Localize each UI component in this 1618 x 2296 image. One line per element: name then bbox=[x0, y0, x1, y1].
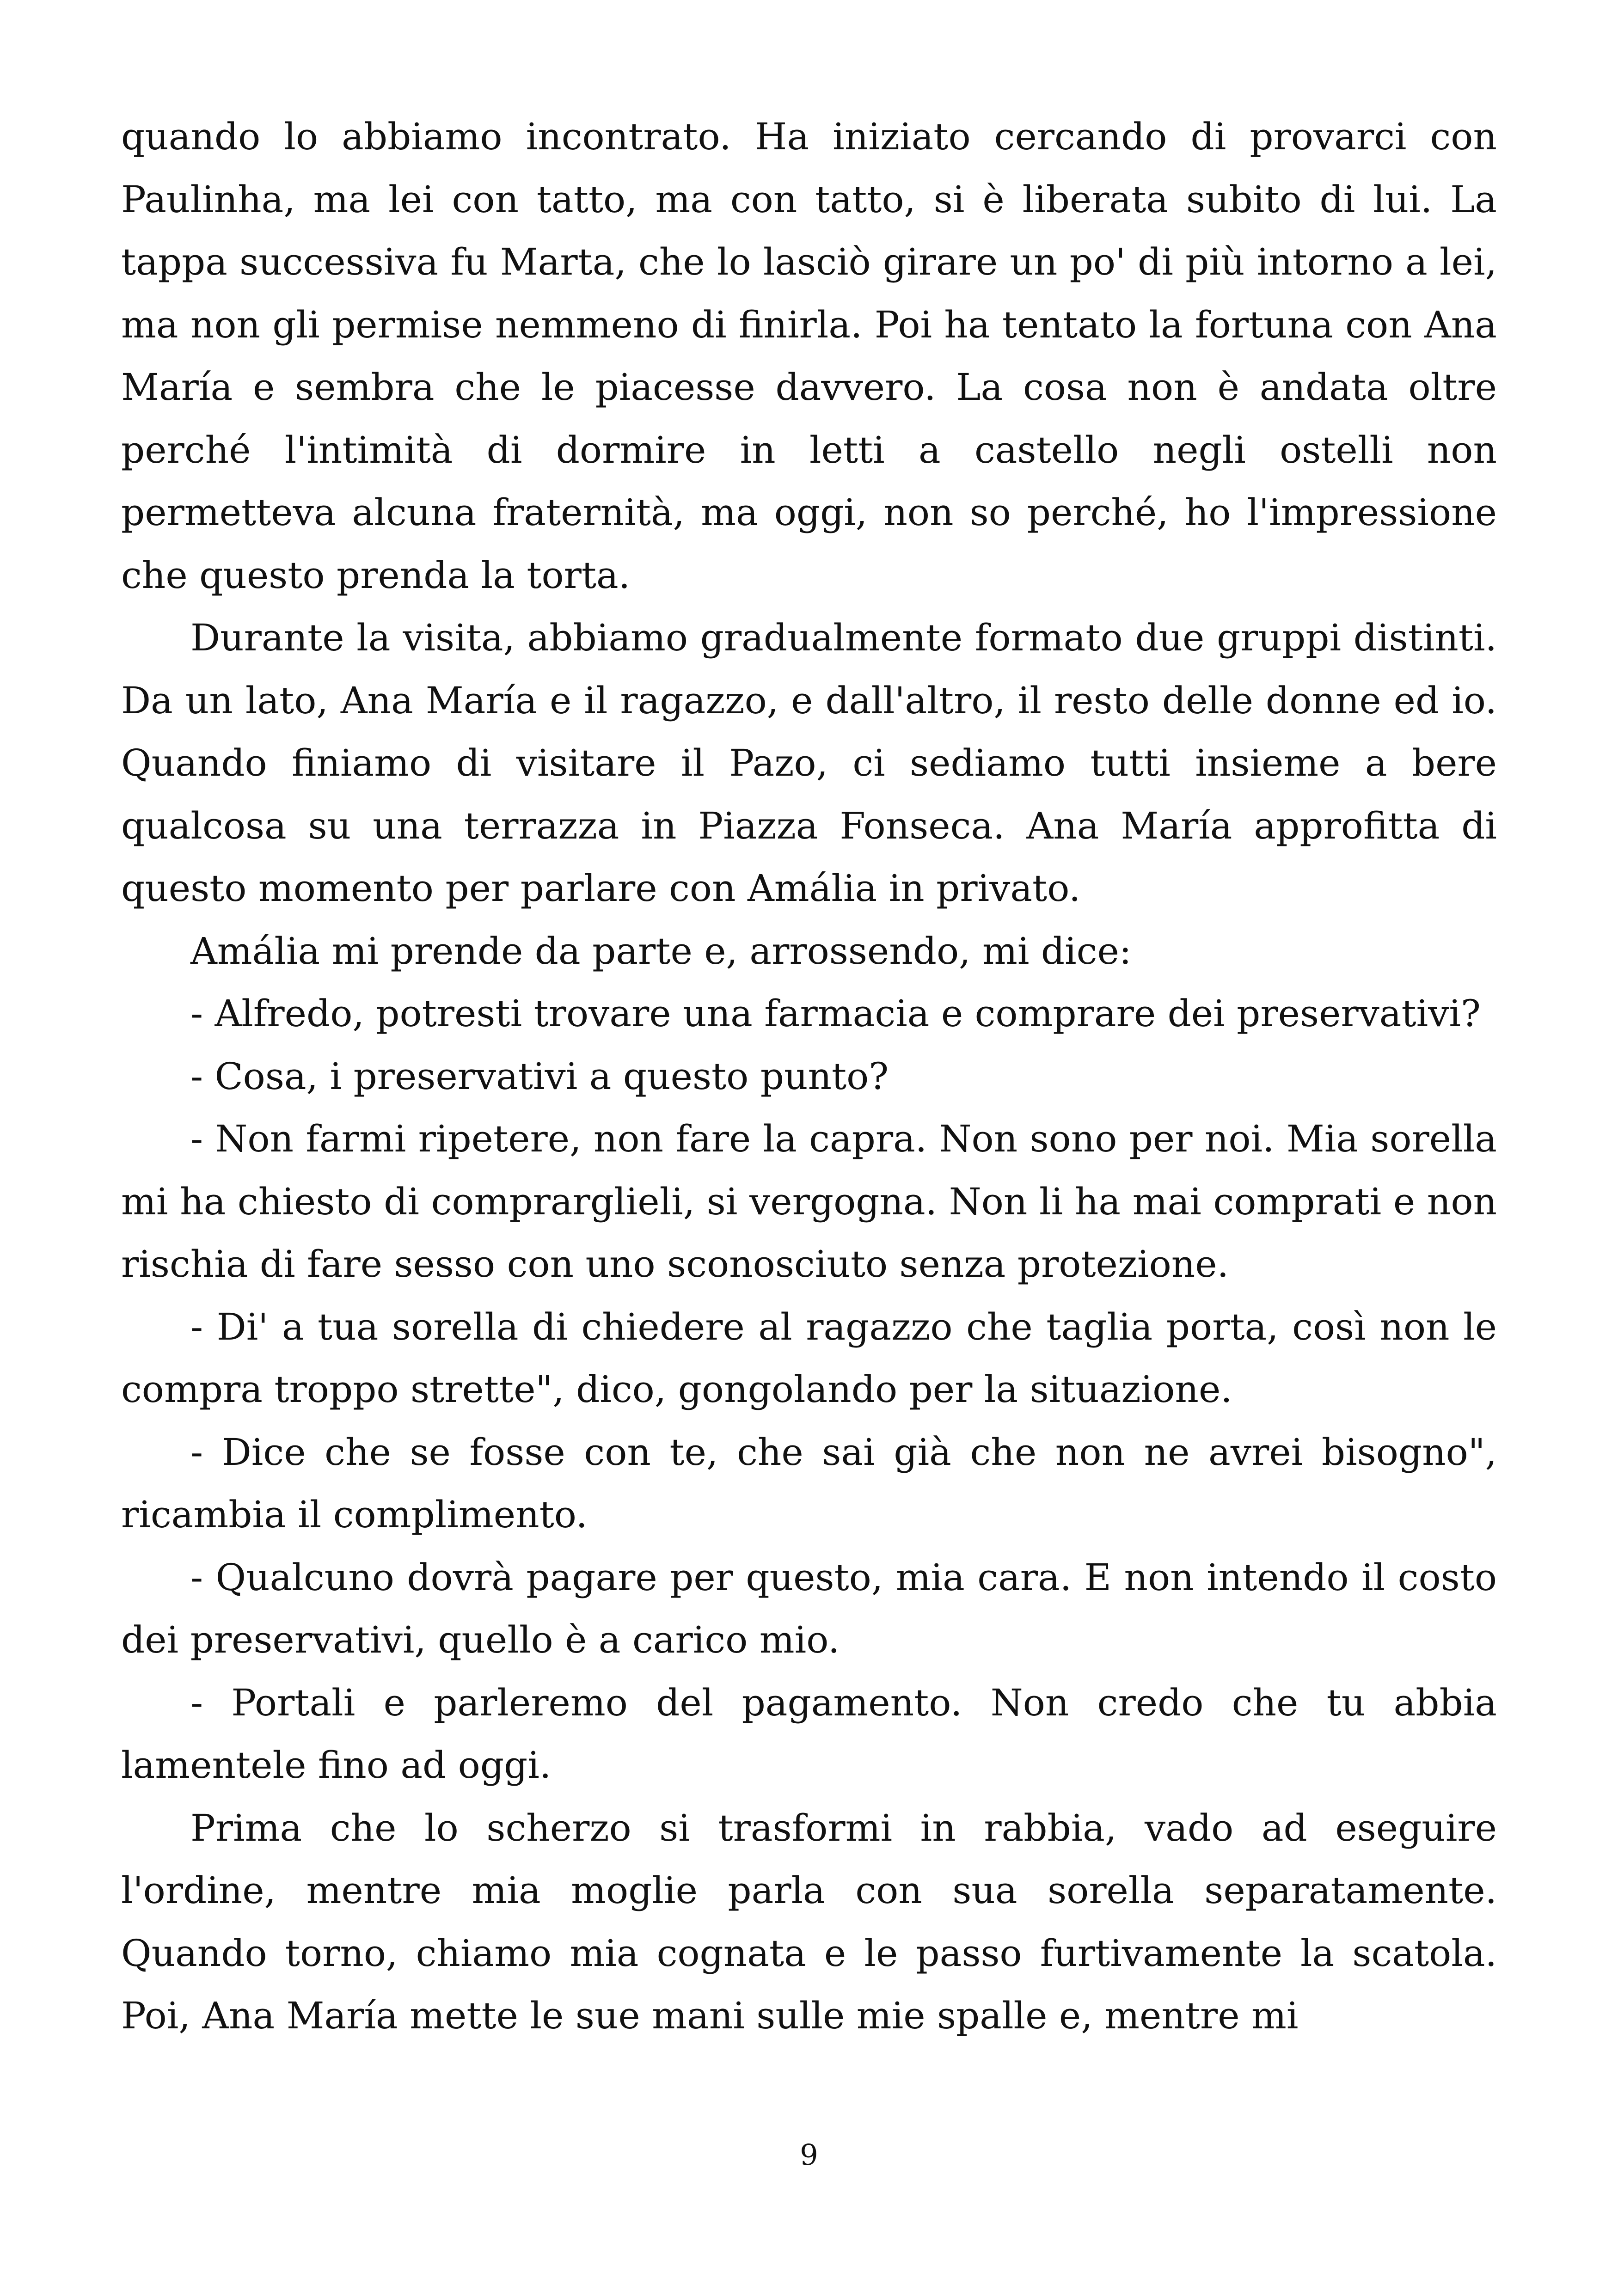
dialogue-line: - Non farmi ripetere, non fare la capra. Non sono per noi. Mia sorella mi ha chiesto di comprarglieli, si vergogna. Non li ha mai comprati e non rischia di fare sesso con uno sconosciuto senza protezione. bbox=[121, 1117, 1497, 1286]
paragraph: Prima che lo scherzo si trasformi in rabbia, vado ad eseguire l'ordine, mentre mia moglie parla con sua sorella separatamente. Quando torno, chiamo mia cognata e le passo furtivamente la scatola. Poi, Ana María mette le sue mani sulle mie spalle e, mentre mi bbox=[121, 1806, 1497, 2037]
page-number: 9 bbox=[800, 2138, 818, 2172]
paragraph: Durante la visita, abbiamo gradualmente formato due gruppi distinti. Da un lato, Ana María e il ragazzo, e dall'altro, il resto delle donne ed io. Quando finiamo di visitare il Pazo, ci sediamo tutti insieme a bere qualcosa su una terrazza in Piazza Fonseca. Ana María approfitta di questo momento per parlare con Amália in privato. bbox=[121, 616, 1497, 910]
dialogue-line: - Di' a tua sorella di chiedere al ragazzo che taglia porta, così non le compra troppo strette", dico, gongolando per la situazione. bbox=[121, 1305, 1497, 1411]
paragraph: quando lo abbiamo incontrato. Ha iniziato cercando di provarci con Paulinha, ma lei con tatto, ma con tatto, si è liberata subito di lui. La tappa successiva fu Marta, che lo lasciò girare un po' di più intorno a lei, ma non gli permise nemmeno di finirla. Poi ha tentato la fortuna con Ana María e sembra che le piacesse davvero. La cosa non è andata oltre perché l'intimità di dormire in letti a castello negli ostelli non permetteva alcuna fraternità, ma oggi, non so perché, ho l'impressione che questo prenda la torta. bbox=[121, 115, 1497, 597]
dialogue-line: - Portali e parleremo del pagamento. Non credo che tu abbia lamentele fino ad oggi. bbox=[121, 1681, 1497, 1787]
body-text bbox=[121, 105, 1497, 2047]
paragraph: Amália mi prende da parte e, arrossendo, mi dice: bbox=[190, 929, 1132, 973]
dialogue-line: - Qualcuno dovrà pagare per questo, mia cara. E non intendo il costo dei preservativi, quello è a carico mio. bbox=[121, 1555, 1497, 1661]
dialogue-line: - Dice che se fosse con te, che sai già che non ne avrei bisogno", ricambia il complimento. bbox=[121, 1430, 1497, 1536]
dialogue-line: - Alfredo, potresti trovare una farmacia e comprare dei preservativi? bbox=[190, 992, 1481, 1035]
dialogue-line: - Cosa, i preservativi a questo punto? bbox=[190, 1054, 889, 1098]
